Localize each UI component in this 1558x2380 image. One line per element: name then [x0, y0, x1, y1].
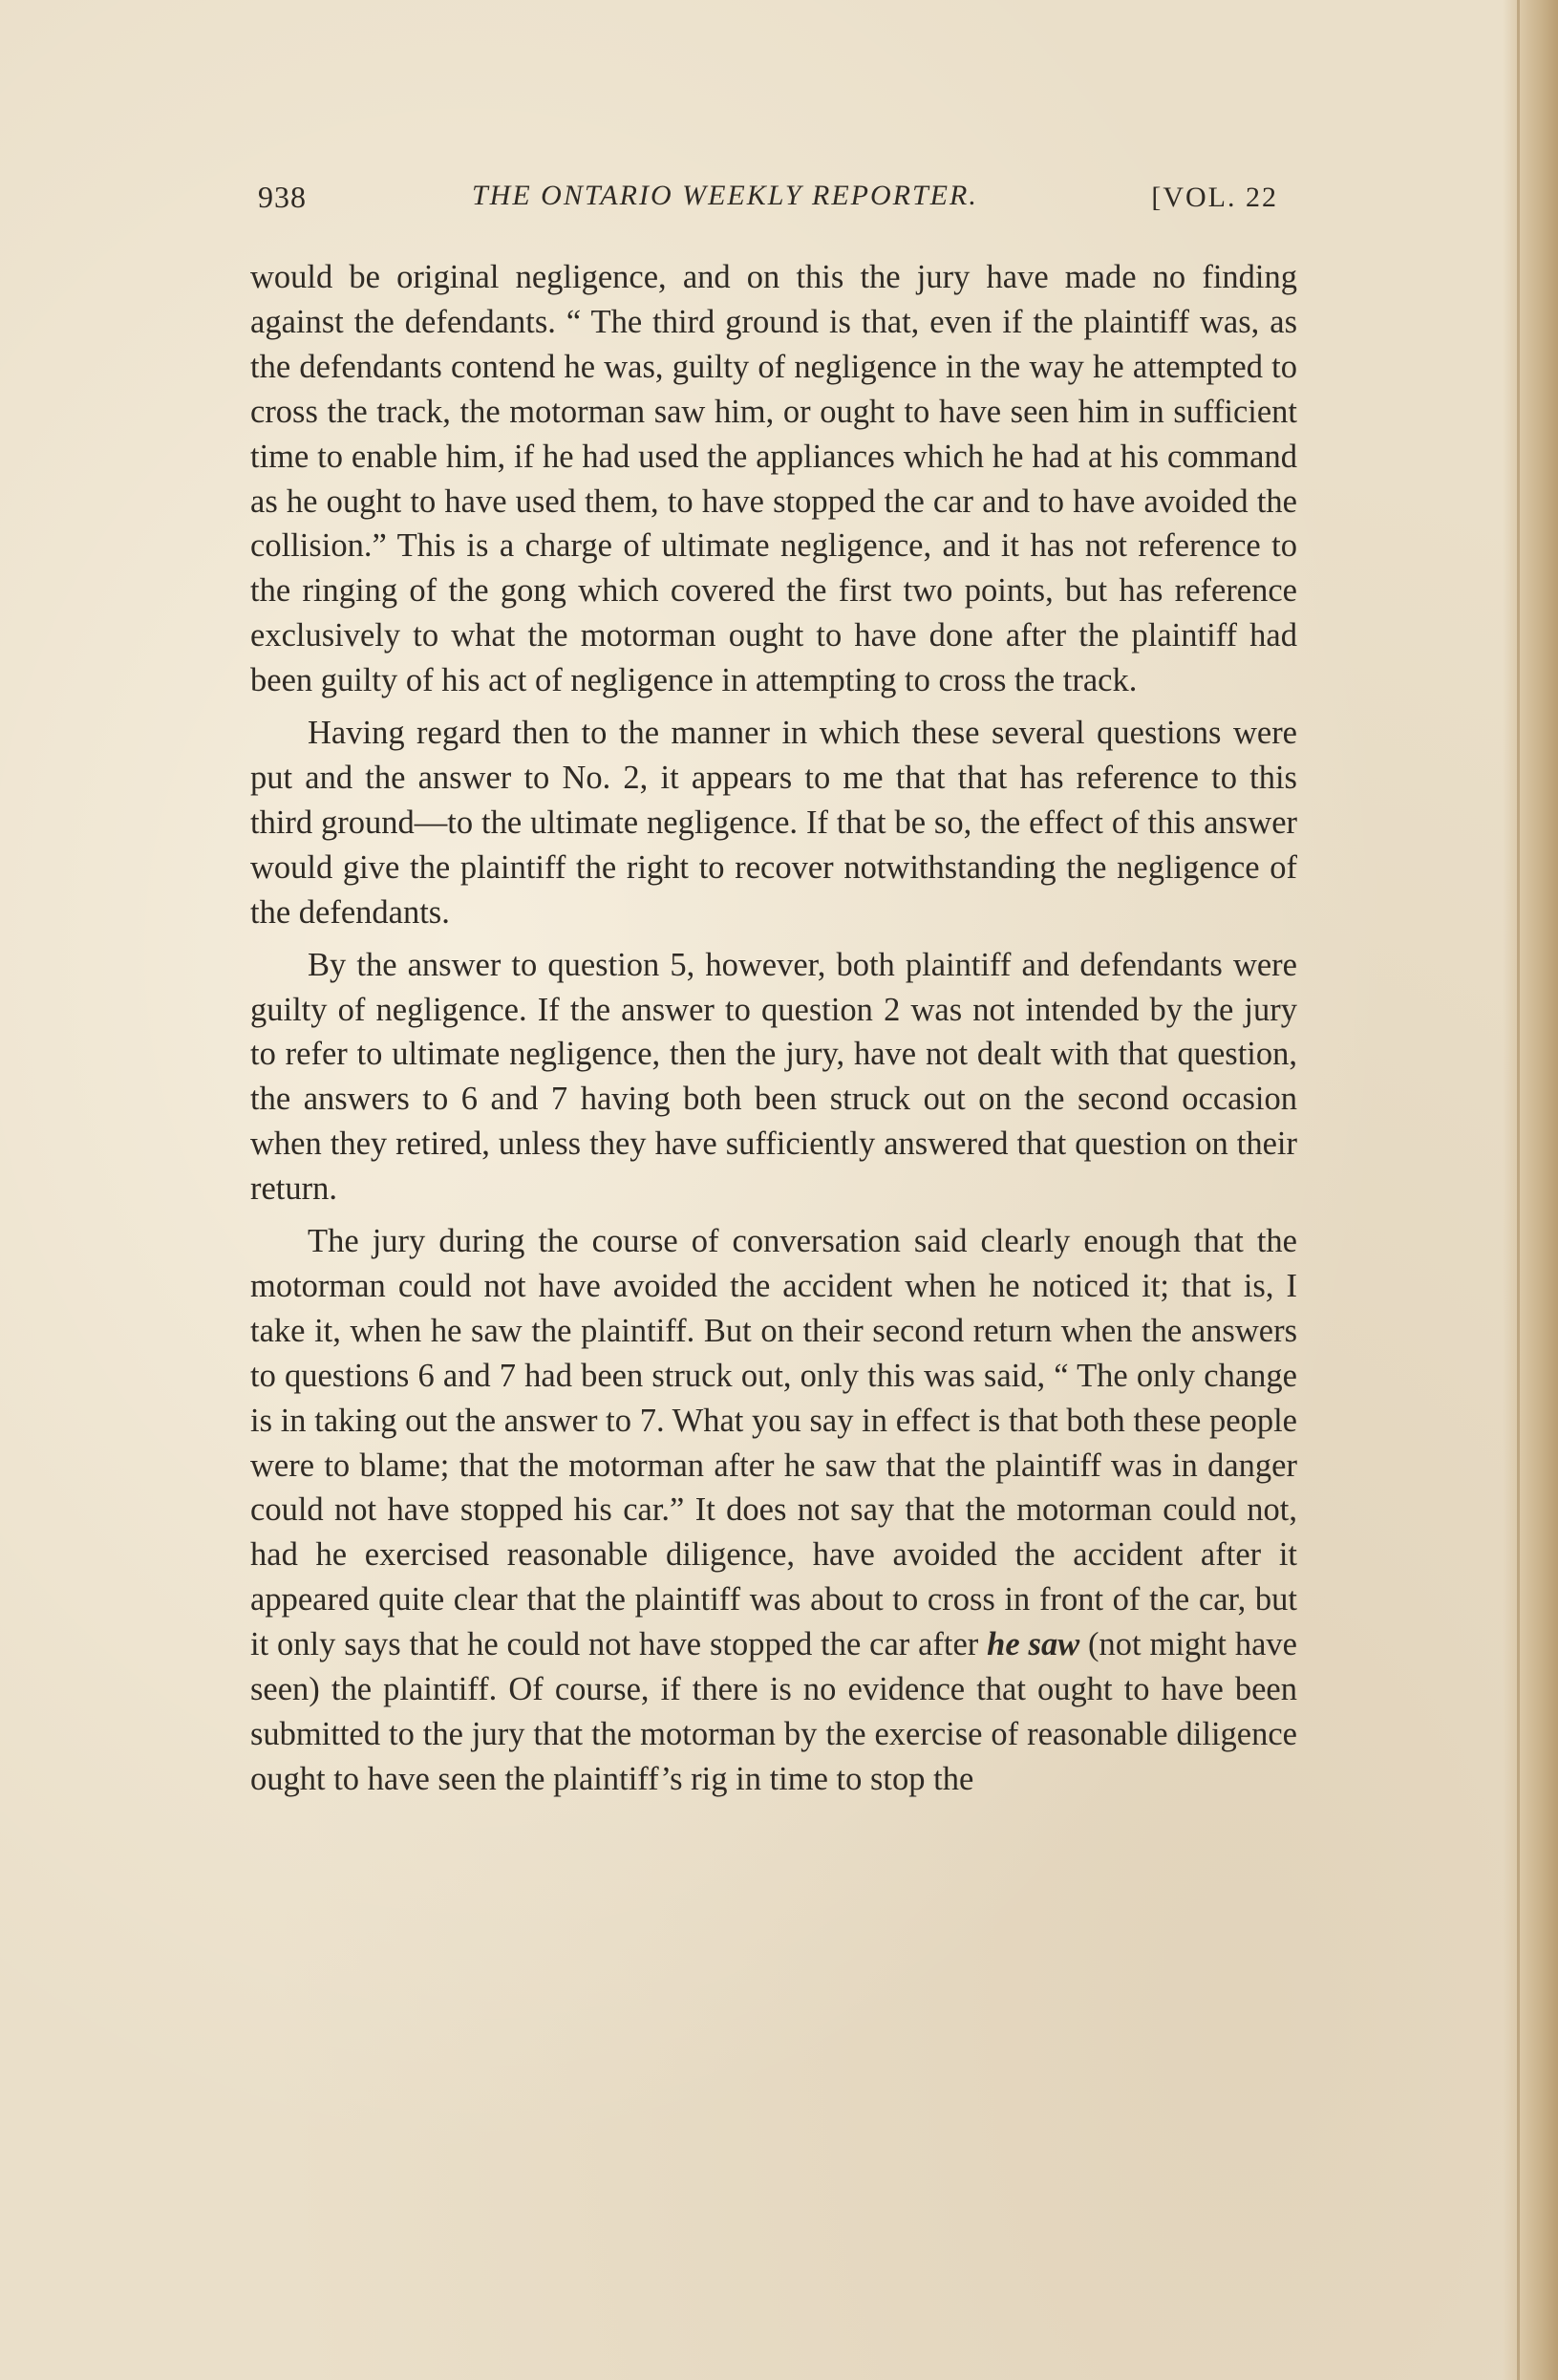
running-title: THE ONTARIO WEEKLY REPORTER. — [472, 180, 978, 211]
paragraph-3: By the answer to question 5, however, both plaintiff and defendants were guilty of negligence. If the answer to question 2 was not intended by the jury to refer to ultimate negligence, then the jury, have not dealt with that question, the answers to 6 and 7 having both been struck out on the second occasion when they retired, unless they have sufficiently answered that question on their return. — [250, 946, 1297, 1208]
volume-label: [VOL. 22 — [1151, 182, 1278, 213]
body-text — [250, 255, 1297, 1810]
paragraph-1: would be original negligence, and on this the jury have made no finding against the defendants. “ The third ground is that, even if the plaintiff was, as the defendants contend he was, guilty of negligence in the way he attempted to cross the track, the motorman saw him, or ought to have seen him in sufficient time to enable him, if he had used the appliances which he had at his command as he ought to have used them, to have stopped the car and to have avoided the collision.” This is a charge of ultimate negligence, and it has not reference to the ringing of the gong which covered the first two points, but has reference exclusively to what the motorman ought to have done after the plaintiff had been guilty of his act of negligence in attempting to cross the track. — [250, 259, 1297, 699]
paragraph-4-text-before: The jury during the course of conversation said clearly enough that the motorman could not have avoided the accident when he noticed it; that is, I take it, when he saw the plaintiff. But on their second return when the answers to questions 6 and 7 had been struck out, only this was said, “ The only change is in taking out the answer to 7. What you say in effect is that both these people were to blame; that the motorman after he saw that the plaintiff was in danger could not have stopped his car.” It does not say that the motorman could not, had he exercised reasonable diligence, have avoided the accident after it appeared quite clear that the plaintiff was about to cross in front of the car, but it only says that he could not have stopped the car after — [250, 1223, 1297, 1663]
page-edge-shadow — [1503, 0, 1558, 2380]
paragraph-4 — [250, 1219, 1297, 1802]
page-header — [254, 180, 1278, 227]
paragraph-4-text-after: (not might have seen) the plaintiff. Of course, if there is no evidence that ought to have been submitted to the jury that the motorman by the exercise of reasonable diligence ought to have seen the plaintiff’s rig in time to stop the — [250, 1626, 1297, 1797]
paragraph-2: Having regard then to the manner in which these several questions were put and the answer to No. 2, it appears to me that that has reference to this third ground—to the ultimate negligence. If that be so, the effect of this answer would give the plaintiff the right to recover notwithstanding the negligence of the defendants. — [250, 715, 1297, 931]
emphasis-he-saw: he saw — [987, 1626, 1080, 1663]
binding-edge-line — [1517, 0, 1520, 2380]
page-number: 938 — [258, 180, 307, 214]
